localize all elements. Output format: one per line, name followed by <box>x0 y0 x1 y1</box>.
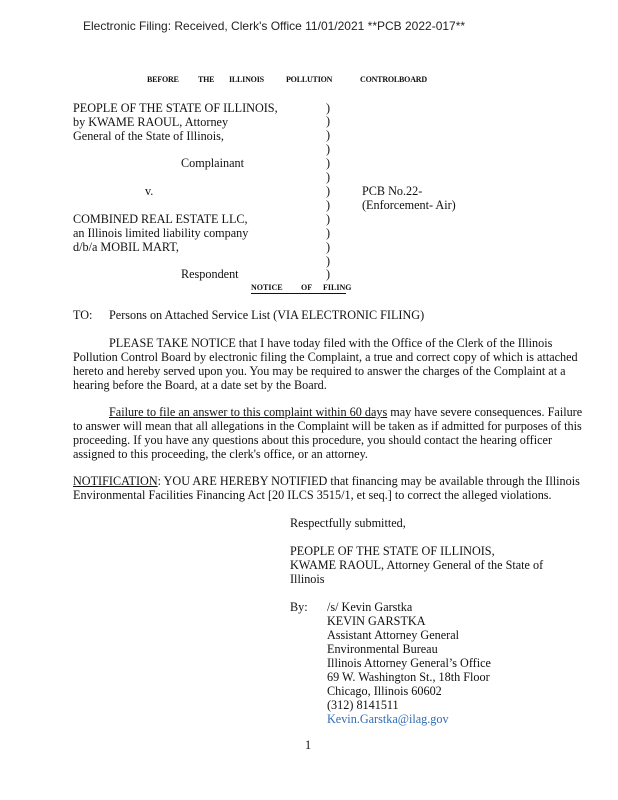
to-label: TO: <box>73 308 93 322</box>
plaintiff-line: General of the State of Illinois, <box>73 129 224 143</box>
notice-heading-word: OF <box>301 283 313 292</box>
notification-underlined: NOTIFICATION <box>73 474 158 488</box>
caption-paren: ) <box>326 101 331 115</box>
notice-heading-word: FILING <box>323 283 352 292</box>
caption-paren: ) <box>326 198 331 212</box>
signer-name: KEVIN GARSTKA <box>327 614 426 628</box>
party-line: PEOPLE OF THE STATE OF ILLINOIS, <box>290 544 495 558</box>
complainant-label: Complainant <box>181 156 244 170</box>
address-street: 69 W. Washington St., 18th Floor <box>327 670 490 684</box>
caption-paren: ) <box>326 254 331 268</box>
case-type: (Enforcement- Air) <box>362 198 456 212</box>
case-number: PCB No.22- <box>362 184 423 198</box>
caption-paren: ) <box>326 114 331 128</box>
closing-line: Respectfully submitted, <box>290 516 406 530</box>
caption-paren: ) <box>326 156 331 170</box>
service-list-line: Persons on Attached Service List (VIA ELECTRONIC FILING) <box>109 308 425 322</box>
defendant-line: an Illinois limited liability company <box>73 226 249 240</box>
signer-bureau: Environmental Bureau <box>327 642 438 656</box>
consequences-text: may have severe consequences. Failure to answer will mean that all allegations in the Complaint will be taken as if admitted for purposes of this proceeding. If you have any questions about this procedure, you should contact the hearing officer assigned to this proceeding, the clerk's office, or an attorney. <box>73 405 583 461</box>
board-heading-word: CONTROLBOARD <box>360 75 427 84</box>
signer-office: Illinois Attorney General’s Office <box>327 656 491 670</box>
board-heading-word: THE <box>198 75 215 84</box>
caption-paren: ) <box>326 212 331 226</box>
filing-stamp: Electronic Filing: Received, Clerk's Office 11/01/2021 **PCB 2022-017** <box>83 19 466 33</box>
board-heading-word: POLLUTION <box>286 75 333 84</box>
consequences-paragraph <box>73 405 593 461</box>
notice-paragraph: PLEASE TAKE NOTICE that I have today filed with the Office of the Clerk of the Illinois Pollution Control Board by electronic filing the Complaint, a true and correct copy of which is attached hereto and hereby served upon you. You may be required to answer the charges of the Complaint at a hearing before the Board, at a date set by the Board. <box>73 336 578 392</box>
caption-paren: ) <box>326 226 331 240</box>
caption-paren: ) <box>326 170 331 184</box>
respondent-label: Respondent <box>181 267 239 281</box>
caption-paren: ) <box>326 128 331 142</box>
page-number: 1 <box>305 738 312 752</box>
phone-number: (312) 8141511 <box>327 698 399 712</box>
notice-heading-word: NOTICE <box>251 283 283 292</box>
e-signature: /s/ Kevin Garstka <box>327 600 413 614</box>
plaintiff-line: PEOPLE OF THE STATE OF ILLINOIS, <box>73 101 278 115</box>
caption-paren: ) <box>326 184 331 198</box>
notification-paragraph <box>73 474 593 502</box>
caption-paren: ) <box>326 267 331 281</box>
caption-paren: ) <box>326 240 331 254</box>
notice-heading <box>251 282 352 294</box>
board-heading-word: BEFORE <box>147 75 179 84</box>
defendant-line: d/b/a MOBIL MART, <box>73 240 179 254</box>
party-line: KWAME RAOUL, Attorney General of the State of <box>290 558 544 572</box>
consequences-underlined: Failure to file an answer to this complaint within 60 days <box>109 405 388 419</box>
signer-title: Assistant Attorney General <box>327 628 460 642</box>
by-label: By: <box>290 600 308 614</box>
party-line: Illinois <box>290 572 325 586</box>
address-city: Chicago, Illinois 60602 <box>327 684 442 698</box>
versus-label: v. <box>145 184 154 198</box>
caption-paren: ) <box>326 142 331 156</box>
notification-text: : YOU ARE HEREBY NOTIFIED that financing may be available through the Illinois Environmental Facilities Financing Act [20 ILCS 3515/1, et seq.] to correct the alleged violations. <box>73 474 580 502</box>
board-heading-word: ILLINOIS <box>229 75 264 84</box>
email-link[interactable]: Kevin.Garstka@ilag.gov <box>327 712 449 726</box>
plaintiff-line: by KWAME RAOUL, Attorney <box>73 115 229 129</box>
defendant-line: COMBINED REAL ESTATE LLC, <box>73 212 248 226</box>
